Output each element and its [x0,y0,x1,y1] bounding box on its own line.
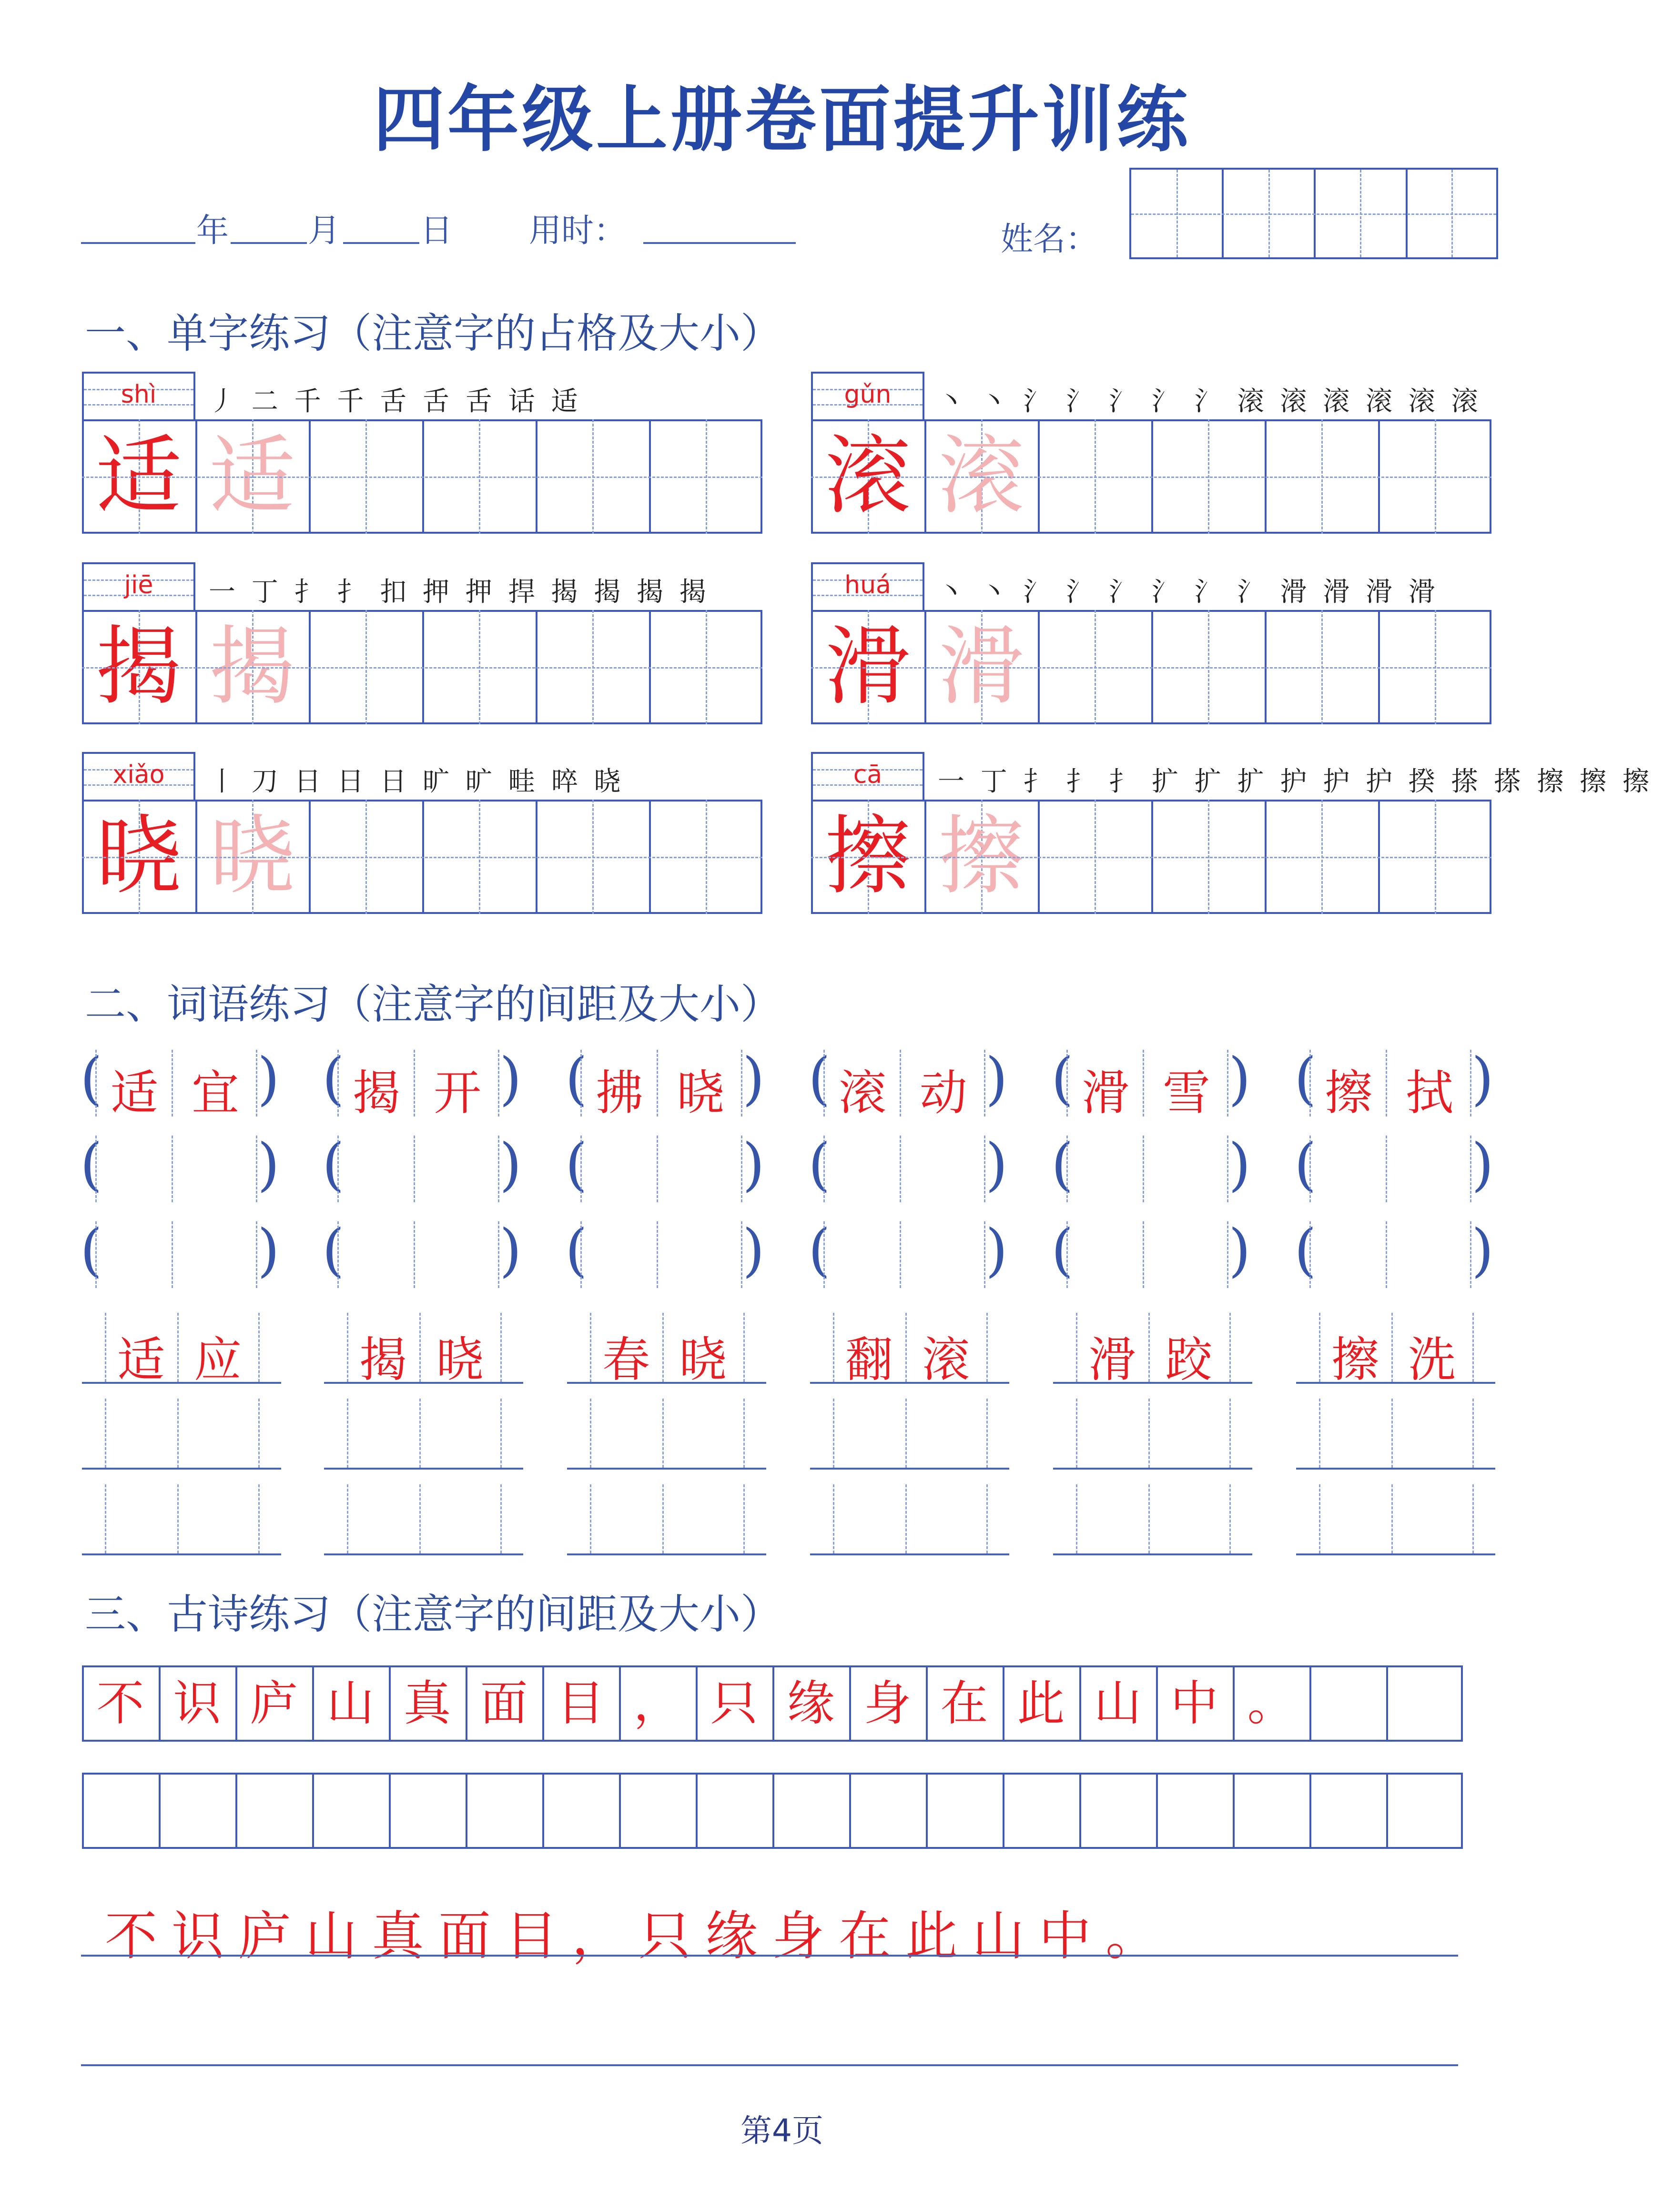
word-char: 揭 [353,1065,400,1121]
word-char: 滑 [1082,1065,1129,1121]
poem-write-line-1[interactable] [81,1954,1458,1957]
word-char: 揭 [359,1332,407,1388]
pinyin: cā [853,761,882,789]
word-char: 春 [602,1332,650,1388]
word-blank[interactable] [829,1136,982,1203]
section-2-heading: 二、词语练习（注意字的间距及大小） [85,981,781,1028]
paren-left: ( [80,1132,102,1198]
paren-right: ) [257,1046,280,1112]
poem-cell-blank[interactable] [1309,1665,1386,1742]
word-char: 翻 [845,1332,893,1388]
poem-cell-blank[interactable] [466,1773,542,1849]
poem-char: 身 [863,1675,912,1731]
poem-cell-blank[interactable] [1233,1773,1309,1849]
poem-char: 庐 [250,1675,298,1731]
word-blank[interactable] [343,1136,496,1203]
paren-right: ) [257,1132,280,1198]
poem-cell-blank[interactable] [389,1773,466,1849]
year-blank[interactable] [81,217,195,244]
paren-right: ) [1228,1218,1251,1284]
poem-char: 只 [710,1675,758,1731]
paren-left: ( [1294,1046,1317,1112]
pinyin-box [811,562,924,612]
word-blank[interactable] [1072,1222,1225,1289]
paren-left: ( [1051,1046,1074,1112]
poem-cell-blank[interactable] [159,1773,235,1849]
paren-left: ( [565,1132,588,1198]
paren-right: ) [742,1132,765,1198]
word-char: 跤 [1165,1332,1213,1388]
day-blank[interactable] [343,217,419,244]
poem-cell-blank[interactable] [82,1773,159,1849]
word-blank[interactable] [1320,1484,1472,1551]
poem-cell-blank[interactable] [849,1773,926,1849]
word-char: 洗 [1408,1332,1456,1388]
paren-left: ( [80,1218,102,1284]
pinyin: gǔn [844,380,892,409]
paren-left: ( [1294,1218,1317,1284]
poem-char: ， [633,1675,681,1731]
poem-char: 中 [1170,1675,1218,1731]
word-char: 应 [194,1332,242,1388]
word-char: 拭 [1406,1065,1453,1121]
word-blank[interactable] [1320,1399,1472,1465]
paren-left: ( [322,1132,345,1198]
pinyin: xiǎo [112,761,165,789]
char-model: 擦 [824,807,911,906]
char-trace: 滚 [938,426,1024,526]
word-blank[interactable] [1072,1136,1225,1203]
word-char: 动 [920,1065,967,1121]
poem-char: 。 [1247,1675,1295,1731]
char-trace: 滑 [938,617,1024,717]
paren-right: ) [1228,1046,1251,1112]
pinyin-box [811,752,924,802]
time-label: 用时： [529,212,627,250]
word-blank[interactable] [106,1484,258,1551]
paren-left: ( [808,1046,831,1112]
poem-cell-blank[interactable] [312,1773,389,1849]
word-char: 雪 [1163,1065,1210,1121]
word-blank[interactable] [829,1222,982,1289]
word-char: 晓 [679,1332,727,1388]
month-label: 月 [308,212,341,250]
stroke-order: 一 丁 扌 扌 扣 押 押 捍 揭 揭 揭 揭 [209,577,710,608]
word-char: 滚 [922,1332,970,1388]
word-blank[interactable] [101,1136,254,1203]
word-blank[interactable] [101,1222,254,1289]
paren-right: ) [1471,1046,1494,1112]
year-label: 年 [196,212,229,250]
word-blank[interactable] [591,1484,743,1551]
paren-right: ) [499,1046,522,1112]
pinyin: huá [844,571,891,599]
section-1-heading: 一、单字练习（注意字的占格及大小） [85,310,781,357]
paren-right: ) [499,1132,522,1198]
char-model: 揭 [95,617,182,717]
char-model: 适 [95,426,182,526]
poem-cell-blank[interactable] [1003,1773,1079,1849]
word-char: 适 [117,1332,165,1388]
word-blank[interactable] [586,1136,739,1203]
word-blank[interactable] [586,1222,739,1289]
word-blank[interactable] [343,1222,496,1289]
stroke-order: 一 丁 扌 扌 扌 扩 扩 扩 护 护 护 揆 搽 搽 擦 擦 擦 [938,766,1653,797]
paren-right: ) [1471,1132,1494,1198]
paren-left: ( [808,1218,831,1284]
poem-char: 识 [173,1675,221,1731]
paren-right: ) [742,1218,765,1284]
stroke-order: 丨 刀 日 日 日 旷 旷 畦 晬 晓 [209,766,625,797]
word-blank[interactable] [348,1399,500,1465]
word-blank[interactable] [591,1399,743,1465]
word-blank[interactable] [834,1484,986,1551]
poem-cell-blank[interactable] [1386,1665,1463,1742]
poem-char: 真 [403,1675,451,1731]
month-blank[interactable] [231,217,307,244]
char-trace: 适 [209,426,295,526]
word-blank[interactable] [1315,1136,1468,1203]
poem-line-text: 不识庐山真面目，只缘身在此山中。 [105,1906,1172,1967]
poem-cell-blank[interactable] [619,1773,696,1849]
word-char: 晓 [677,1065,724,1121]
poem-cell-blank[interactable] [1386,1773,1463,1849]
paren-left: ( [80,1046,102,1112]
word-char: 擦 [1331,1332,1379,1388]
word-char: 晓 [436,1332,484,1388]
pinyin: shì [121,380,157,409]
word-blank[interactable] [834,1399,986,1465]
poem-char: 山 [326,1675,375,1731]
stroke-order: 丶 丶 氵 氵 氵 氵 氵 滚 滚 滚 滚 滚 滚 [938,386,1482,417]
word-char: 滚 [839,1065,886,1121]
word-char: 滑 [1088,1332,1136,1388]
stroke-order: 丿 二 千 千 舌 舌 舌 话 适 [209,386,582,417]
paren-right: ) [1471,1218,1494,1284]
paren-left: ( [565,1218,588,1284]
day-label: 日 [420,212,453,250]
poem-char: 此 [1017,1675,1065,1731]
poem-char: 不 [96,1675,144,1731]
time-blank[interactable] [643,217,796,244]
word-char: 开 [434,1065,481,1121]
poem-char: 山 [1094,1675,1142,1731]
pinyin-box [82,372,195,421]
pinyin: jiē [124,571,153,599]
pinyin-box [82,752,195,802]
paren-left: ( [322,1046,345,1112]
pinyin-box [82,562,195,612]
page-title: 四年级上册卷面提升训练 [373,79,1191,162]
paren-right: ) [499,1218,522,1284]
poem-cell-blank[interactable] [542,1773,619,1849]
word-char: 拂 [596,1065,643,1121]
char-model: 滑 [824,617,911,717]
poem-char: 目 [557,1675,605,1731]
char-trace: 揭 [209,617,295,717]
paren-left: ( [808,1132,831,1198]
paren-right: ) [742,1046,765,1112]
poem-cell-blank[interactable] [772,1773,849,1849]
poem-char: 缘 [787,1675,835,1731]
paren-right: ) [985,1132,1008,1198]
name-grid[interactable] [1129,168,1498,259]
poem-write-line-2[interactable] [81,2063,1458,2066]
word-blank[interactable] [1077,1484,1229,1551]
poem-char: 在 [940,1675,988,1731]
paren-right: ) [985,1218,1008,1284]
word-blank[interactable] [106,1399,258,1465]
paren-left: ( [1051,1132,1074,1198]
page-number: 第4页 [740,2112,823,2149]
paren-right: ) [257,1218,280,1284]
paren-left: ( [1051,1218,1074,1284]
word-char: 适 [111,1065,158,1121]
word-char: 宜 [192,1065,239,1121]
paren-right: ) [1228,1132,1251,1198]
char-model: 滚 [824,426,911,526]
poem-cell-blank[interactable] [1156,1773,1233,1849]
char-trace: 晓 [209,807,295,906]
char-trace: 擦 [938,807,1024,906]
word-char: 擦 [1325,1065,1372,1121]
word-blank[interactable] [1315,1222,1468,1289]
poem-cell-blank[interactable] [1309,1773,1386,1849]
poem-char: 面 [480,1675,528,1731]
word-blank[interactable] [348,1484,500,1551]
paren-right: ) [985,1046,1008,1112]
poem-cell-blank[interactable] [235,1773,312,1849]
poem-cell-blank[interactable] [926,1773,1003,1849]
pinyin-box [811,372,924,421]
poem-cell-blank[interactable] [696,1773,772,1849]
paren-left: ( [322,1218,345,1284]
paren-left: ( [1294,1132,1317,1198]
name-label: 姓名： [1001,221,1098,258]
char-model: 晓 [95,807,182,906]
paren-left: ( [565,1046,588,1112]
stroke-order: 丶 丶 氵 氵 氵 氵 氵 氵 滑 滑 滑 滑 [938,577,1439,608]
section-3-heading: 三、古诗练习（注意字的间距及大小） [85,1591,781,1638]
word-blank[interactable] [1077,1399,1229,1465]
poem-cell-blank[interactable] [1079,1773,1156,1849]
